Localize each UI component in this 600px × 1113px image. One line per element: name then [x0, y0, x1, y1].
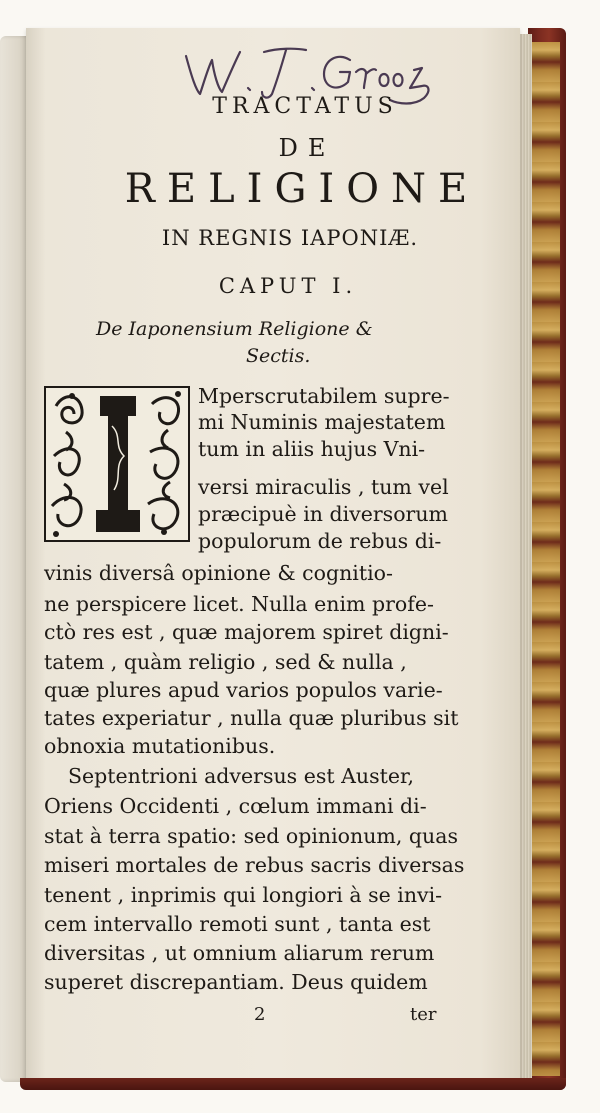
text-line: quæ plures apud varios populos varie- — [44, 678, 443, 702]
text-line: vinis diversâ opinione & cognitio- — [44, 561, 393, 585]
signature-mark: 2 — [254, 1004, 266, 1025]
chapter-subtitle-line-1: De Iaponensium Religione & — [96, 318, 373, 340]
text-line: versi miraculis , tum vel — [198, 475, 449, 499]
text-line: præcipuè in diversorum — [198, 502, 448, 526]
decorated-initial-i — [44, 386, 190, 542]
cover-bottom — [20, 1078, 566, 1090]
text-line: obnoxia mutationibus. — [44, 734, 276, 758]
text-line: cem intervallo remoti sunt , tanta est — [44, 912, 431, 936]
text-line: Oriens Occidenti , cœlum immani di- — [44, 794, 427, 818]
title-de: DE — [278, 134, 336, 162]
text-line: tatem , quàm religio , sed & nulla , — [44, 650, 407, 674]
text-line: superet discrepantiam. Deus quidem — [44, 970, 428, 994]
text-line: Septentrioni adversus est Auster, — [68, 764, 415, 788]
text-line: miseri mortales de rebus sacris diversas — [44, 853, 465, 877]
text-line: ne perspicere licet. Nulla enim profe- — [44, 592, 434, 616]
text-line: stat à terra spatio: sed opinionum, quas — [44, 824, 458, 848]
text-line: populorum de rebus di- — [198, 529, 442, 553]
catchword: ter — [410, 1004, 437, 1025]
title-religione: RELIGIONE — [124, 166, 480, 212]
text-line: tenent , inprimis qui longiori à se invi- — [44, 883, 443, 907]
text-line: Mperscrutabilem supre- — [198, 384, 450, 408]
text-line: tum in aliis hujus Vni- — [198, 437, 426, 461]
chapter-heading: CAPUT I. — [218, 274, 358, 298]
text-line: tates experiatur , nulla quæ pluribus sit — [44, 706, 459, 730]
text-line: diversitas , ut omnium aliarum rerum — [44, 941, 435, 965]
title-tractatus: TRACTATUS — [212, 94, 398, 119]
chapter-subtitle-line-2: Sectis. — [246, 345, 311, 367]
title-in-regnis-iaponiae: IN REGNIS IAPONIÆ. — [161, 226, 419, 250]
text-line: mi Numinis majestatem — [198, 410, 446, 434]
text-line: ctò res est , quæ majorem spiret digni- — [44, 620, 449, 644]
